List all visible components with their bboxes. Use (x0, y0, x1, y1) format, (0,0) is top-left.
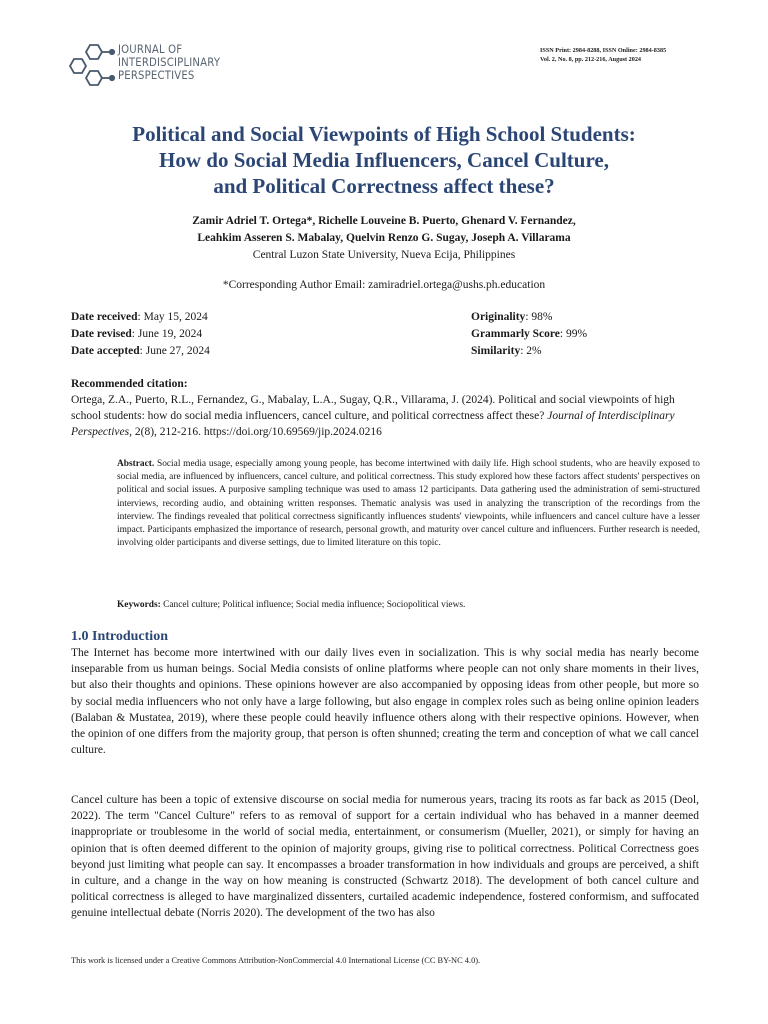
author-names-line-2: Leahkim Asseren S. Mabalay, Quelvin Renzo G. Sugay, Joseph A. Villarama (197, 232, 571, 244)
metric-list (471, 309, 587, 360)
keywords: Keywords: Cancel culture; Political influence; Social media influence; Sociopolitical views. (117, 600, 466, 610)
metric-grammarly: Grammarly Score: 99% (471, 328, 588, 340)
issn-line: ISSN Print: 2984-8288, ISSN Online: 2984-8385 (540, 47, 667, 54)
recommended-citation (71, 376, 701, 440)
metric-similarity: Similarity: 2% (471, 345, 542, 357)
section-heading: 1.0 Introduction (71, 629, 168, 644)
date-revised: Date revised: June 19, 2024 (71, 328, 203, 340)
issn-block (540, 46, 700, 64)
author-block (60, 213, 708, 264)
body-paragraph: Cancel culture has been a topic of extensive discourse on social media for numerous years, tracing its roots as far back as 2015 (Deol, 2022). The term "Cancel Culture" refers to as removal of support for a certain individual who has behaved in a manner deemed inappropriate or troublesome in the world of social media, entertainment, or consumerism (Mueller, 2021), or simply for having an opinion that is often deemed different to the opinion of majority groups, giving rise to political correctness. Political Correctness goes beyond just limiting what people can say. It encompasses a broader transformation in how individuals and groups are perceived, a shift in culture, and a change in the way on how meaning is constructed (Schwartz 2018). The development of both cancel culture and political correctness is alleged to have marginalized dissenters, curtailed academic independence, fostered conformism, and suffocated genuine intellectual debate (Norris 2020). The development of the two has also (71, 794, 699, 920)
volume-line: Vol. 2, No. 8, pp. 212-216, August 2024 (540, 56, 642, 63)
citation-heading: Recommended citation: (71, 378, 188, 390)
license-footer: This work is licensed under a Creative Commons Attribution-NonCommercial 4.0 International License (CC BY-NC 4.0). (71, 956, 481, 965)
citation-journal: Journal of Interdisciplinary Perspectives (71, 410, 675, 438)
date-accepted: Date accepted: June 27, 2024 (71, 345, 210, 357)
journal-name: JOURNAL OF INTERDISCIPLINARY PERSPECTIVES (118, 42, 221, 82)
metric-originality: Originality: 98% (471, 311, 553, 323)
journal-logo (68, 40, 238, 92)
corresponding-email: *Corresponding Author Email: zamiradriel.ortega@ushs.ph.education (222, 279, 546, 291)
hexagon-molecule-icon (68, 42, 116, 88)
affiliation: Central Luzon State University, Nueva Ecija, Philippines (252, 249, 516, 261)
author-names-line-1: Zamir Adriel T. Ortega*, Richelle Louveine B. Puerto, Ghenard V. Fernandez, (192, 215, 576, 227)
citation-text: Ortega, Z.A., Puerto, R.L., Fernandez, G., Mabalay, L.A., Sugay, Q.R., Villarama, J. (2024). Political and social viewpoints of high school students: how do social media influencers, cancel culture, and political correctness affect these? Journal of Interdisciplinary Perspectives, 2(8), 212-216. https://doi.org/10.69569/jip.2024.0216 (71, 394, 675, 438)
paper-title: Political and Social Viewpoints of High School Students: How do Social Media Influencers, Cancel Culture, and Political Correctness affect these? (132, 122, 636, 198)
date-received: Date received: May 15, 2024 (71, 311, 208, 323)
citation-doi-link[interactable]: , 2(8), 212-216. https://doi.org/10.69569/jip.2024.0216 (129, 426, 382, 438)
abstract: Abstract. Social media usage, especially among young people, has become intertwined with daily life. High school students, who are heavily exposed to social media, are influenced by influencers, cancel culture, and political correctness. This study explored how these factors affect students' perspectives on political and social issues. A purposive sampling technique was used to amass 12 participants. Data gathering used the administration of semi-structured interviews, recording audio, and obtaining written responses. Thematic analysis was used in analyzing the transcription of the recordings from the interview. The findings revealed that political correctness significantly influences students' viewpoints, while influencers and cancel culture have a lesser impact. Participants emphasized the importance of research, personal growth, and maturity over cancel culture and influencers. Further research is needed, involving older participants and diverse settings, due to limited literature on this topic. (117, 459, 700, 549)
body-paragraph: The Internet has become more intertwined with our daily lives even in socialization. This is why social media has nearly become inseparable from us human beings. Social Media consists of online platforms where people can not only share moments in their lives, but also their thoughts and opinions. These opinions however are also accompanied by opposing ideas from other people, but more so by social media influencers who not only have a large following, but also engage in complex roles such as being online opinion leaders (Balaban & Mustatea, 2019), where these people could heavily influence others along with their respective opinions. However, when the opinion of one differs from the majority group, that person is often shunned; creating the term and conception of what we call cancel culture. (71, 647, 699, 757)
date-list (71, 309, 210, 360)
